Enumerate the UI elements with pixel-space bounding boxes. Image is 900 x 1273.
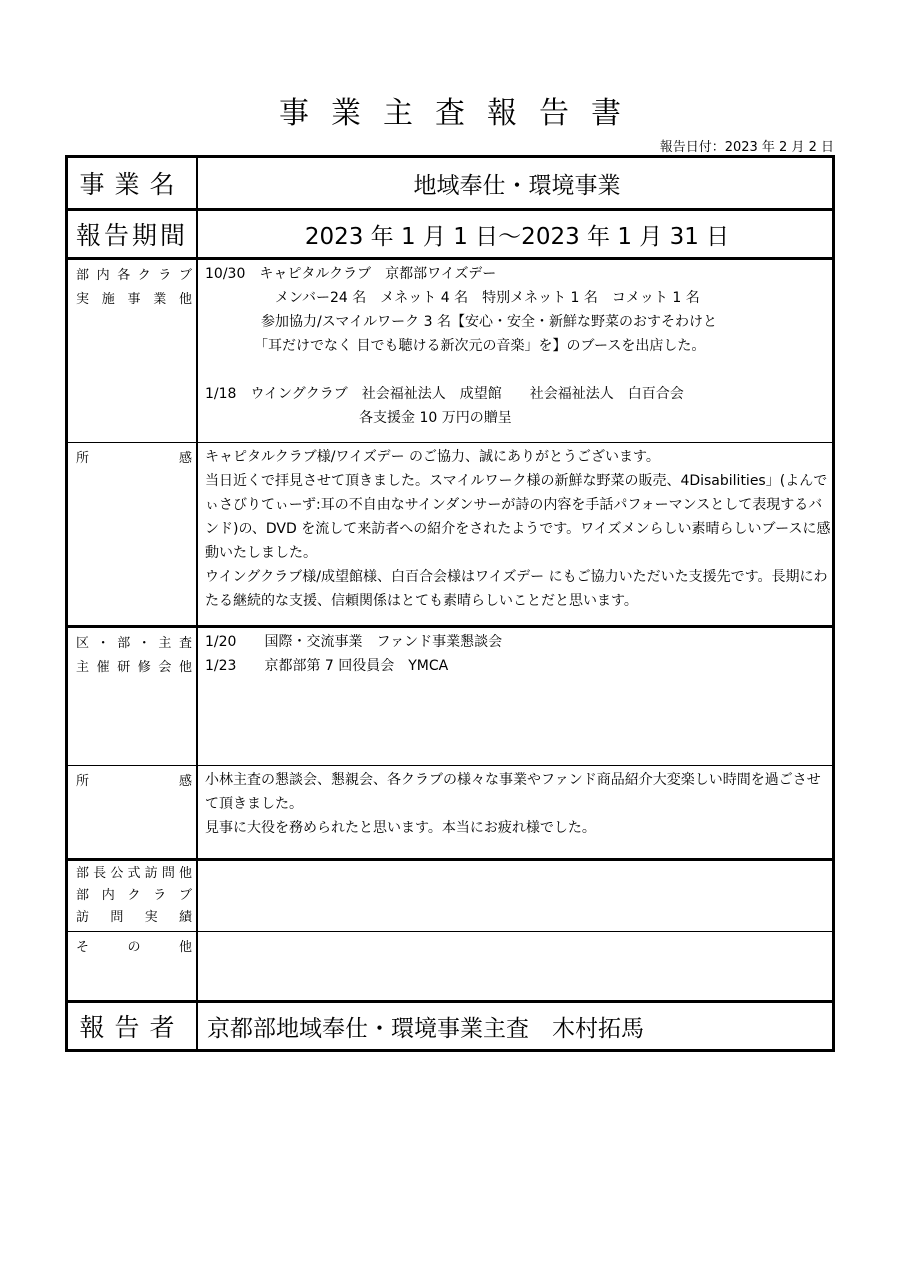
impression1-label xyxy=(68,443,196,625)
label-char: 感 xyxy=(178,451,192,466)
impression2-label xyxy=(68,766,196,858)
text-line: 「耳だけでなく 目でも聴ける新次元の音楽」を】のブースを出店した。 xyxy=(205,338,706,354)
blank-line xyxy=(205,358,831,382)
label-char: の xyxy=(127,940,141,955)
label-char: 感 xyxy=(178,774,192,789)
report-period-label: 報告期間 xyxy=(75,221,188,250)
label-char: 所 xyxy=(76,451,90,466)
label-char: そ xyxy=(76,940,90,955)
label-char: 所 xyxy=(76,774,90,789)
label-line: 部内各クラブ xyxy=(76,268,192,283)
impression2-content xyxy=(199,766,835,858)
visits-label xyxy=(68,861,196,931)
document-title: 事業主査報告書 xyxy=(279,96,643,131)
text-line: 1/18 ウイングクラブ 社会福祉法人 成望館 社会福祉法人 白百合会 xyxy=(205,386,684,402)
business-name-value: 地域奉仕・環境事業 xyxy=(413,172,621,199)
text-paragraph: 見事に大役を務められたと思います。本当にお疲れ様でした。 xyxy=(205,820,596,836)
reporter-value: 京都部地域奉仕・環境事業主査 木村拓馬 xyxy=(207,1015,644,1042)
district-events-label xyxy=(68,628,196,765)
district-events-content xyxy=(199,628,835,765)
label-line: 訪問実績 xyxy=(76,910,192,925)
text-line: 1/23 京都部第 7 回役員会 YMCA xyxy=(205,658,449,674)
report-table xyxy=(65,155,835,1052)
other-content xyxy=(199,932,835,1000)
label-line: 部長公式訪問他 xyxy=(76,866,192,881)
club-activities-content xyxy=(199,260,835,442)
text-paragraph: キャピタルクラブ様/ワイズデー のご協力、誠にありがとうございます。 xyxy=(205,449,660,465)
text-line: 1/20 国際・交流事業 ファンド事業懇談会 xyxy=(205,634,503,650)
text-line: メンバー24 名 メネット 4 名 特別メネット 1 名 コメット 1 名 xyxy=(205,290,700,306)
visits-content xyxy=(199,861,835,931)
text-paragraph: 当日近くで拝見させて頂きました。スマイルワーク様の新鮮な野菜の販売、4Disabilities」(よんでぃさびりてぃーず:耳の不自由なサインダンサーが詩の内容を手話パフォーマンスとして表現するバンド)の、DVD を流して来訪者への紹介をされたようです。ワイズメンらしい素晴らしいブースに感動いたしました。 xyxy=(205,473,831,561)
report-period-value: 2023 年 1 月 1 日～2023 年 1 月 31 日 xyxy=(304,223,730,250)
label-char: 他 xyxy=(178,940,192,955)
label-line: 部内クラブ xyxy=(76,888,192,903)
club-activities-label xyxy=(68,260,196,442)
text-paragraph: 小林主査の懇談会、懇親会、各クラブの様々な事業やファンド商品紹介大変楽しい時間を過ごさせて頂きました。 xyxy=(205,772,821,812)
label-line: 実施事業他 xyxy=(76,292,192,307)
report-date: 報告日付：2023 年 2 月 2 日 xyxy=(659,140,834,155)
text-line: 参加協力/スマイルワーク 3 名【安心・安全・新鮮な野菜のおすそわけと xyxy=(205,314,717,330)
business-name-label: 事業名 xyxy=(79,170,185,199)
label-line: 主催研修会他 xyxy=(76,660,192,675)
label-line: 区・部・主査 xyxy=(76,636,192,651)
reporter-label: 報告者 xyxy=(79,1013,185,1042)
text-paragraph: ウイングクラブ様/成望館様、白百合会様はワイズデー にもご協力いただいた支援先です。長期にわたる継続的な支援、信頼関係はとても素晴らしいことだと思います。 xyxy=(205,569,828,609)
impression1-content xyxy=(199,443,835,625)
text-line: 10/30 キャピタルクラブ 京都部ワイズデー xyxy=(205,266,497,282)
text-line: 各支援金 10 万円の贈呈 xyxy=(205,410,512,426)
other-label xyxy=(68,932,196,1000)
column-divider xyxy=(196,158,198,1049)
